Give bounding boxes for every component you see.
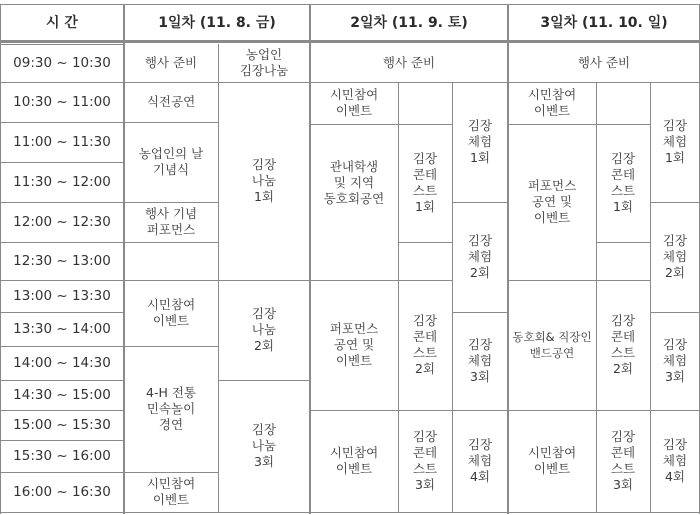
header-day1: 1일차 (11. 8. 금) <box>158 15 276 31</box>
time-slot: 12:30 ~ 13:00 <box>13 253 111 269</box>
day1-citizen-event-1: 시민참여 이벤트 <box>146 297 196 328</box>
day1-prep: 행사 준비 <box>144 55 198 70</box>
day3-kimjang-experience-2: 김장 체험 2회 <box>662 233 688 280</box>
day1-farmer-share: 농업인 김장나눔 <box>239 47 289 78</box>
day2-performance-event: 퍼포먼스 공연 및 이벤트 <box>329 321 379 368</box>
header-top-line <box>0 4 700 5</box>
header-bottom-line-2 <box>0 42 700 43</box>
time-slot: 15:30 ~ 16:00 <box>13 448 111 464</box>
time-slot: 12:00 ~ 12:30 <box>13 214 111 230</box>
day2-citizen-event-2: 시민참여 이벤트 <box>329 445 379 476</box>
time-slot: 10:30 ~ 11:00 <box>13 94 111 110</box>
day3-citizen-event-1: 시민참여 이벤트 <box>527 87 577 118</box>
header-time: 시 간 <box>46 15 78 31</box>
day2-kimjang-contest-3: 김장 콘테 스트 3회 <box>412 429 438 492</box>
day3-performance-event: 퍼포먼스 공연 및 이벤트 <box>527 178 577 225</box>
day1-kimjang-share-3: 김장 나눔 3회 <box>251 422 277 469</box>
time-slot: 13:30 ~ 14:00 <box>13 321 111 337</box>
day1-farmers-day-ceremony: 농업인의 날 기념식 <box>138 146 204 177</box>
day2-kimjang-experience-3: 김장 체험 3회 <box>467 337 493 384</box>
cell-line <box>398 242 452 243</box>
day1-kimjang-share-2: 김장 나눔 2회 <box>251 306 277 353</box>
time-slot: 15:00 ~ 15:30 <box>13 417 111 433</box>
day1-4h-folk-games: 4-H 전통 민속놀이 경연 <box>146 385 196 432</box>
day2-prep: 행사 준비 <box>382 55 436 70</box>
time-slot: 11:30 ~ 12:00 <box>13 174 111 190</box>
day2-kimjang-experience-2: 김장 체험 2회 <box>467 233 493 280</box>
day2-kimjang-experience-4: 김장 체험 4회 <box>467 437 493 484</box>
day1-empty-slot <box>124 242 218 280</box>
time-slot: 09:30 ~ 10:30 <box>13 55 111 71</box>
day3-citizen-event-2: 시민참여 이벤트 <box>527 445 577 476</box>
day3-kimjang-contest-2: 김장 콘테 스트 2회 <box>610 313 636 376</box>
header-day2: 2일차 (11. 9. 토) <box>350 15 468 31</box>
time-slot: 14:30 ~ 15:00 <box>13 387 111 403</box>
day1-citizen-event-2: 시민참여 이벤트 <box>146 476 196 507</box>
day2-kimjang-contest-1: 김장 콘테 스트 1회 <box>412 151 438 214</box>
day3-kimjang-contest-1: 김장 콘테 스트 1회 <box>610 151 636 214</box>
time-slot: 16:00 ~ 16:30 <box>13 484 111 500</box>
day3-band-performance: 동호회& 직장인 밴드공연 <box>512 330 592 360</box>
time-slot: 11:00 ~ 11:30 <box>13 134 111 150</box>
day3-kimjang-experience-3: 김장 체험 3회 <box>662 337 688 384</box>
day2-citizen-event-1: 시민참여 이벤트 <box>329 87 379 118</box>
day3-prep: 행사 준비 <box>577 55 631 70</box>
day2-student-club-performance: 관내학생 및 지역 동호회공연 <box>323 159 385 206</box>
day1-commemorative-performance: 행사 기념 퍼포먼스 <box>144 206 198 237</box>
day3-kimjang-contest-3: 김장 콘테 스트 3회 <box>610 429 636 492</box>
grid-border-bottom <box>0 512 700 513</box>
day3-kimjang-experience-4: 김장 체험 4회 <box>662 437 688 484</box>
header-day3: 3일차 (11. 10. 일) <box>540 15 668 31</box>
day2-kimjang-experience-1: 김장 체험 1회 <box>467 118 493 165</box>
cell-line <box>596 242 650 243</box>
time-slot: 14:00 ~ 14:30 <box>13 355 111 371</box>
day2-kimjang-contest-2: 김장 콘테 스트 2회 <box>412 313 438 376</box>
day1-kimjang-share-1: 김장 나눔 1회 <box>251 157 277 204</box>
time-slot: 13:00 ~ 13:30 <box>13 288 111 304</box>
day3-kimjang-experience-1: 김장 체험 1회 <box>662 118 688 165</box>
day1-opening-performance: 식전공연 <box>146 94 196 109</box>
